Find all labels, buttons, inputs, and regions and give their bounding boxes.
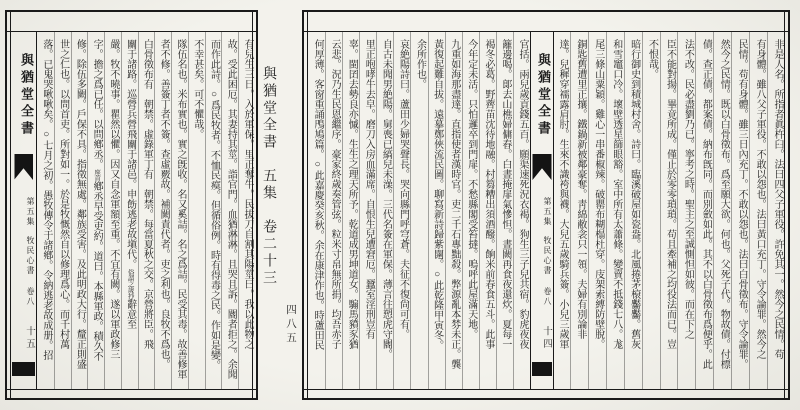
verso-columns bbox=[309, 32, 530, 390]
left-leaf bbox=[5, 10, 258, 400]
text-column: 和雪竈口冷。壞壁透星篩眼豁。室中所有太蕭條。變賣不抵錢七八。尨 bbox=[606, 32, 624, 390]
text-column: 而作此詩。○爲民牧者。不恤民瘼。但循俗例。時有得毒之民。作如是變。 bbox=[205, 32, 222, 390]
text-column: 法不改。民必盡劉乃已。寧考之時。聖主之至誠惻怛如彼。而在下之 bbox=[677, 32, 695, 390]
gutter-page-number: 四八五 bbox=[285, 304, 296, 346]
text-column: 銅匙舊遭里正攘。鐵鍋新被鄰豪奪。靑綿敝衾只一領。夫婦有別論非 bbox=[570, 32, 588, 390]
banxin-book-title: 與猶堂全書 bbox=[19, 52, 34, 138]
banxin-work-title: 牧民心書 bbox=[26, 236, 35, 276]
text-column: 何厚薄。客窗重誦鳲鳩篇。○此嘉慶癸亥秋。余在康津作也。時蘆田民 bbox=[312, 39, 324, 350]
text-column: 官括。兩兒歲貢錢五百。願渠速死況衣褐。狗生三子兒共宿。豹虎夜夜 bbox=[513, 32, 530, 390]
banxin-work-title: 牧民心書 bbox=[543, 236, 552, 276]
text-column: 九重如海那盡達。直指使者漢時官。吏二千石專黜殺。弊源亂本棼未正。龔 bbox=[445, 32, 462, 390]
interlinear-note: 座首 bbox=[93, 169, 101, 181]
text-column: 隊伍名也。米布實也。實之旣收。名又奚詰。名之爲詰。民受其毒。故善修軍 bbox=[171, 32, 188, 390]
banxin-leaf-number: 十四 bbox=[541, 325, 551, 351]
text-column: 民情。苟有身體。雖三日內充丁。不敢以怨也。法曰白骨徵布。守令論罪。 bbox=[731, 32, 749, 390]
text-column: 辜。閩囝去勢良亦慽。生生之理天所予。乾道成男坤道女。騸馬豶豕猶 bbox=[342, 32, 359, 390]
text-column: 自古未聞男絶陽。舅喪已縞兒未澡。三代名簽在軍保。薄言往愬虎守閽。 bbox=[376, 32, 393, 390]
text-column: 然今之民情。既以白骨徵布。爲至願大欲。何也。父死子代。物故債。付標 bbox=[713, 32, 731, 390]
gutter-volume-title: 與猶堂全書 五集 卷二十三 bbox=[261, 66, 276, 287]
text-column: 暗行御史到積城村舍。詩曰。臨溪破屋如瓷盎。北風捲茅榱齾齾。舊灰 bbox=[624, 32, 642, 390]
page-columns bbox=[38, 32, 255, 390]
text-column: 字。擔之爲已任。以問鄕丞。座首鄕丞早受吏約。道曰。本縣軍政。積久不 bbox=[87, 32, 104, 390]
text-column: 非是人名。所指者眞杵臼。法曰四父子軍役。許免其一。然今之民情。苟 bbox=[767, 32, 785, 390]
text-column: 今年定未活。只怕邏卒到門扉。不愁縣閣受笞撻。嗚呼此屋滿天地。 bbox=[462, 32, 479, 390]
banxin-fascicle: 卷八 bbox=[26, 287, 35, 307]
text-column: 籬邊喝。郞去山樵婦傭舂。白晝掩扉氣慘怛。晝闕再食夜還炊。夏每一 bbox=[496, 32, 513, 390]
text-column: 世之仁也。以問首吏。所對如一。於是牧慨然自以修理爲心。而千村萬 bbox=[54, 32, 71, 390]
text-column: 不幸甚矣。可不懼哉。 bbox=[188, 32, 205, 390]
text-column: 債。查正債。都案債。納布旣同。而別斂如此。其不以白骨徵布爲便乎。此 bbox=[695, 32, 713, 390]
text-column: 有身體。雖八父子軍役。不敢以怨也。法曰黃口充丁。守令論罪。然今之 bbox=[749, 32, 767, 390]
text-column: 關于諸路。巡營兵營飛關于諸邑。申飭逃老故塡代。俗謂之歲抄辭意至 bbox=[121, 32, 138, 390]
banxin-bar bbox=[532, 362, 552, 376]
text-column: 不恨哉。 bbox=[642, 32, 660, 390]
interlinear-note: 俗謂之歲抄 bbox=[126, 269, 134, 299]
banxin-book-title: 與猶堂全書 bbox=[536, 52, 551, 138]
text-column: 者不修。善簽丁者不簽。查虛覈故。補闕責代者。吏之利也。良牧不爲也。 bbox=[154, 32, 171, 390]
text-column: 哀絶陽詩曰。蘆田少婦哭聲長。哭向縣門呼穹蒼。夫征不復尙可有。 bbox=[393, 32, 410, 390]
banxin bbox=[530, 32, 554, 390]
right-leaf bbox=[302, 10, 790, 400]
text-column: 尾三條山粟穎。雞心一串番椒辣。破罌布糊榻杜穿。庋架索縛防壁脫。 bbox=[588, 32, 606, 390]
text-column: 達。兒穉穿襦露肩肘。生來不識袴與襪。大兒五歲騎兵簽。小兒三歲軍 bbox=[556, 39, 568, 349]
fishtail-ornament bbox=[14, 154, 33, 180]
double-border-line bbox=[307, 12, 308, 398]
text-column: 故。受此困厄。其妻持其莖。詣官門。血猶淋淋。且哭且訴。閽者拒之。余聞 bbox=[221, 32, 238, 390]
recto-columns bbox=[553, 32, 785, 390]
text-column: 白骨徵布有 朝禁。虛錄軍丁有 朝禁。每當夏秋之交。京營將臣。飛 bbox=[138, 32, 155, 390]
banxin-fascicle: 卷八 bbox=[543, 287, 552, 307]
text-column: 云悲。況乃生民恩繼序。豪家終歲奏管弦。粒米寸帛無所捐。均吾赤子 bbox=[325, 32, 342, 390]
text-column: 黃復起難自拔。遠摹鄭俠流民圖。聊寫新詩歸紫闥。○此乾隆甲寅冬。 bbox=[428, 32, 445, 390]
banxin-collection: 第五集 bbox=[26, 197, 35, 227]
banxin-collection: 第五集 bbox=[543, 197, 552, 227]
text-column: 有兒生三日。入於軍保。里正奪牛。民拔刀自割其陽莖曰。我以此物之 bbox=[238, 32, 255, 390]
text-column: 里正咆哮牛去皁。磨刀入房血滿席。自恨生兒遭窘厄。蠶室淫刑豈有 bbox=[359, 32, 376, 390]
text-column: 褐冬必葛。野薺苗沈待地融。村篘糟出須酒醱。餉米前春食五斗。此事 bbox=[479, 32, 496, 390]
text-column: 臣不能對揚。畢竟所成。僅止於零零瑣瑣。苟且牽補之均役法而已。豈 bbox=[660, 32, 678, 390]
text-column: 嚴。牧不曉事。瞿然以懼。因又自念軍額至重。不宜有闕。遂以軍政修三 bbox=[104, 32, 121, 390]
banxin-leaf-number: 十五 bbox=[24, 325, 34, 351]
text-column: 落。已鬼哭啾啾矣。○七月之初。愚牧傳令于諸鄕。令納逃老故成册。招 bbox=[40, 39, 52, 360]
banxin-bar bbox=[12, 362, 35, 376]
fishtail-ornament bbox=[533, 154, 552, 180]
text-column: 余所作也。 bbox=[410, 32, 427, 390]
text-column: 修。除伍多闕。戶保不具。指徵無處。鄰族受害。及此明政大行。釐正則盛 bbox=[71, 32, 88, 390]
banxin bbox=[10, 32, 37, 390]
